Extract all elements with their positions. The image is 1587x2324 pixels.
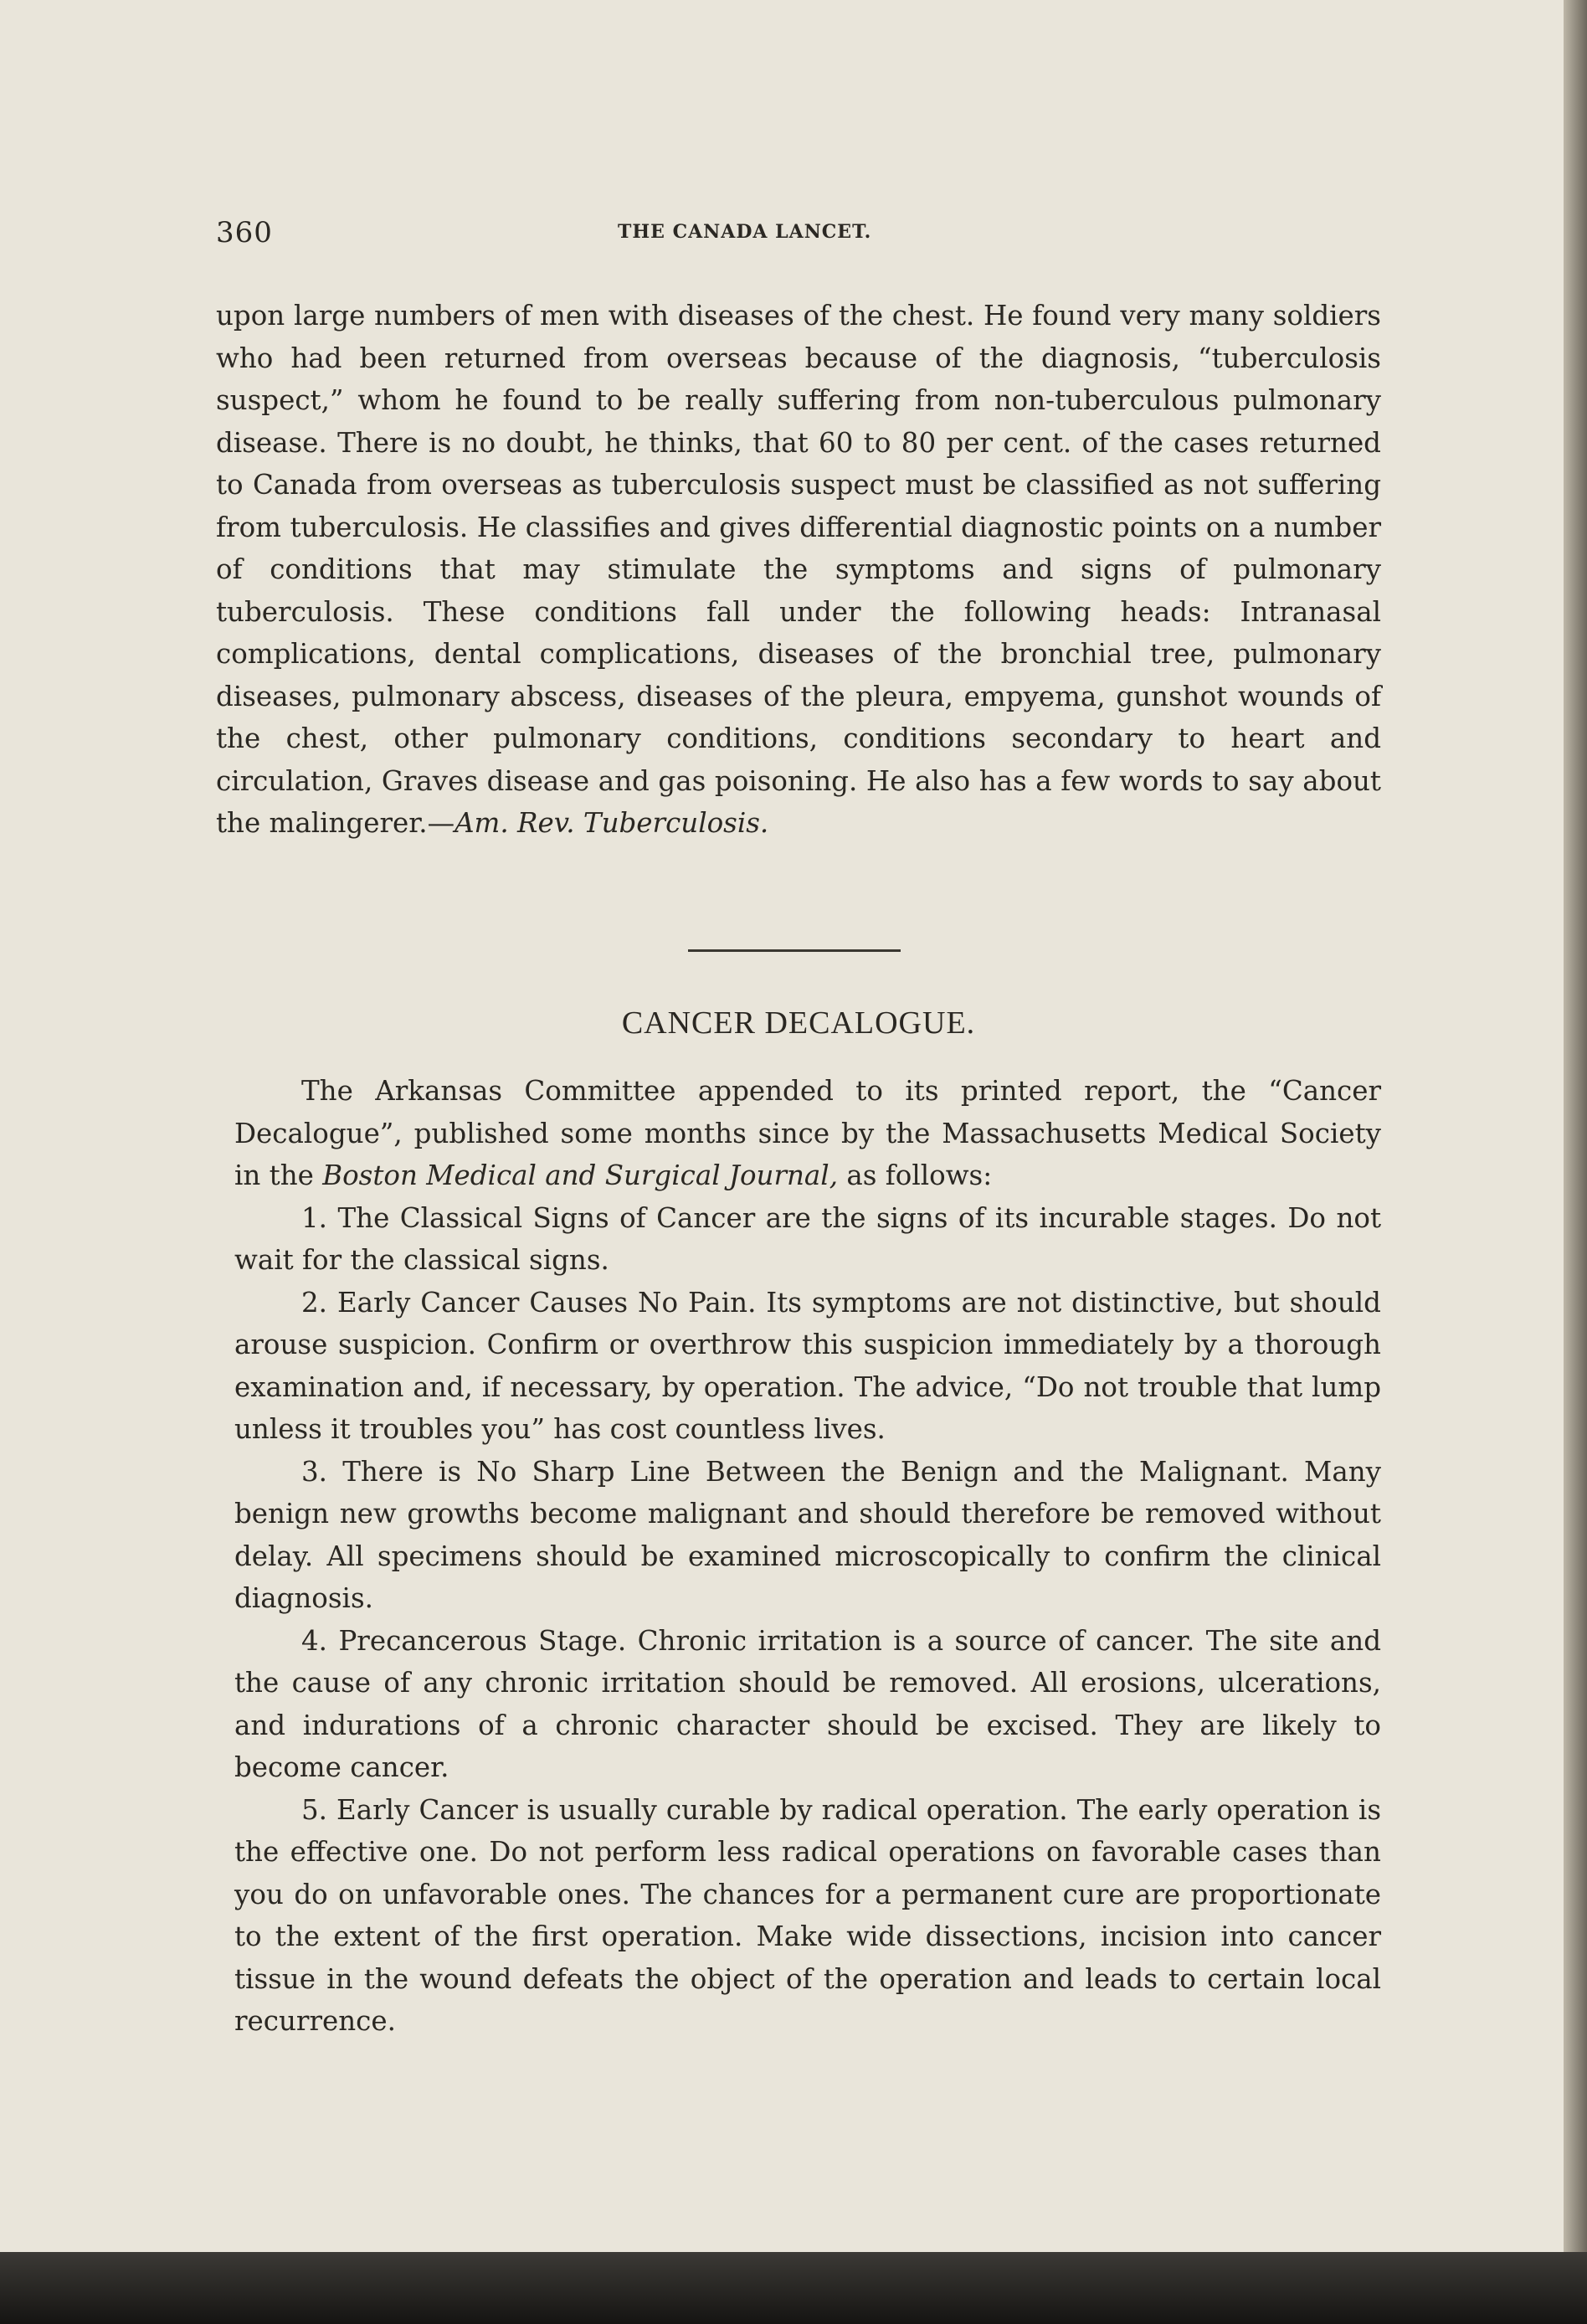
book-gutter-shadow [1564,0,1587,2324]
continuation-text [216,295,1381,845]
continuation-paragraph [216,295,1381,845]
decalogue-item-1: 1. The Classical Signs of Cancer are the signs of its incurable stages. Do not wait for the classical signs. [234,1201,1381,1276]
journal-name: Boston Medical and Surgical Journal, [322,1159,839,1191]
running-head: THE CANADA LANCET. [618,221,872,243]
decalogue-item-5: 5. Early Cancer is usually curable by radical operation. The early operation is the effective one. Do not perform less radical operations on favorable cases than you do on unfavorable ones. The chances for a permanent cure are proportionate to the extent of the first operation. Make wide dissections, incision into cancer tissue in the wound defeats the object of the operation and leads to certain local recurrence. [234,1793,1381,2037]
intro-before: The Arkansas Committee appended to its printed report, the “Cancer Decalogue”, published some months since by the Massachusetts Medical Society in the [234,1075,1381,1191]
article-title: CANCER DECALOGUE. [621,1005,976,1041]
intro-after: as follows: [838,1159,993,1191]
decalogue-item-4: 4. Precancerous Stage. Chronic irritation is a source of cancer. The site and the cause of any chronic irritation should be removed. All erosions, ulcerations, and indurations of a chronic character should be excised. They are likely to become cancer. [234,1624,1381,1783]
section-divider [688,949,901,952]
decalogue-item-3: 3. There is No Sharp Line Between the Benign and the Malignant. Many benign new growths become malignant and should therefore be removed without delay. All specimens should be examined microscopically to confirm the clinical diagnosis. [234,1455,1381,1614]
article-intro [234,1070,1381,1197]
article-body [234,1070,1381,2043]
citation: Am. Rev. Tuberculosis. [455,807,769,839]
scan-background [0,2252,1587,2324]
decalogue-item-2: 2. Early Cancer Causes No Pain. Its symptoms are not distinctive, but should arouse suspicion. Confirm or overthrow this suspicion immediately by a thorough examination and, if necessary, by operation. The advice, “Do not trouble that lump unless it troubles you” has cost countless lives. [234,1286,1381,1445]
page-number: 360 [216,216,273,249]
page-header [216,216,1388,258]
continuation-body: upon large numbers of men with diseases of the chest. He found very many soldiers who had been returned from overseas because of the diagnosis, “tuberculosis suspect,” whom he found to be really suffering from non-tuberculous pulmonary disease. There is no doubt, he thinks, that 60 to 80 per cent. of the cases returned to Canada from overseas as tuberculosis suspect must be classified as not suffering from tuberculosis. He classifies and gives differential diagnostic points on a number of conditions that may stimulate the symptoms and signs of pulmonary tuberculosis. These conditions fall under the following heads: Intranasal complications, dental complications, diseases of the bronchial tree, pulmonary diseases, pulmonary abscess, diseases of the pleura, empyema, gunshot wounds of the chest, other pulmonary conditions, conditions secondary to heart and circulation, Graves disease and gas poisoning. He also has a few words to say about the malingerer.— [216,300,1381,839]
